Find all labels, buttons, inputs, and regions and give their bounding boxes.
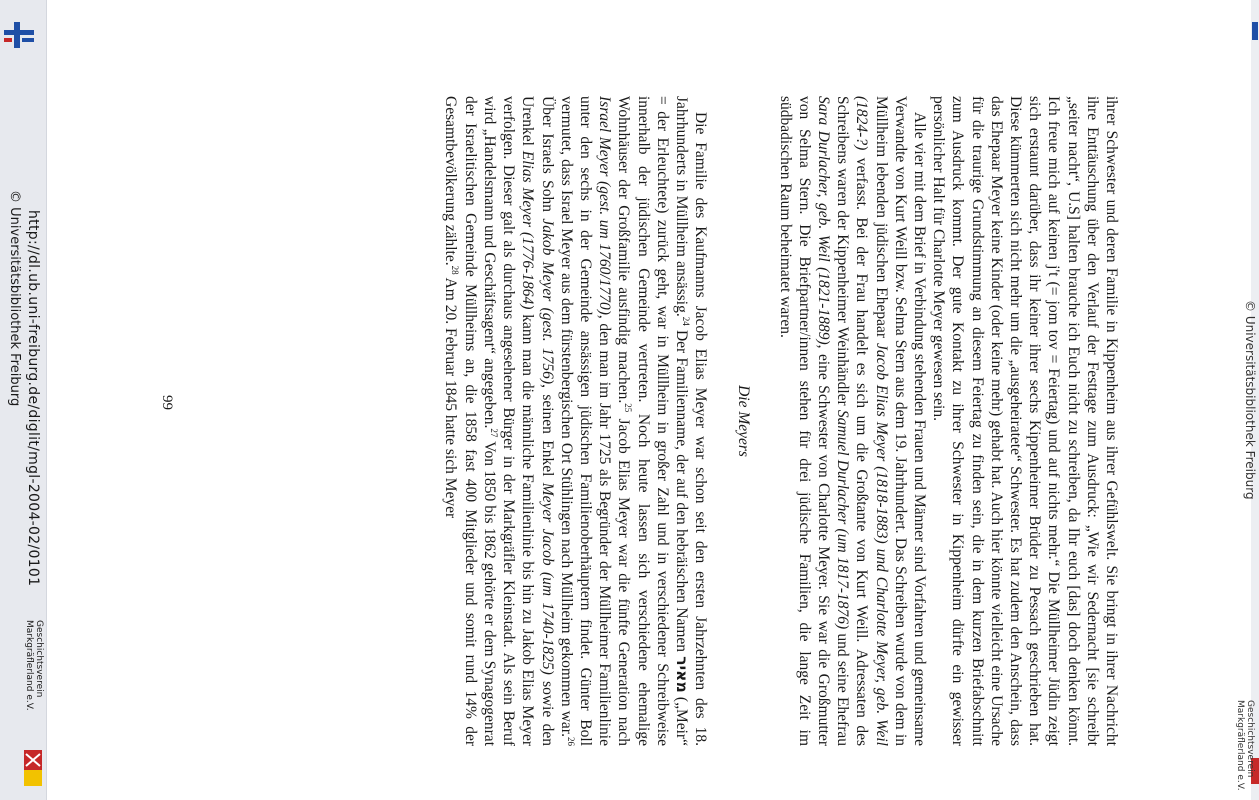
- paragraph-1: ihrer Schwester und deren Familie in Kippenheim aus ihrer Gefühlswelt. Sie bringt in ihrer Nachricht ihre Enttäuschung über den Verlauf der Festtage zum Ausdruck: „Wie wir Sedernacht [sie schreibt „seiter nacht“, U.S] halten brauche ich Euch nicht zu schreiben, da Ihr euch [das] doch denken könnt. Ich freue mich auf keinen j't (= jom tov = Feiertag) und auf nichts mehr.“ Die Müllheimer Jüdin zeigt sich erstaunt darüber, dass ihr keiner ihrer sechs Kippenheimer Brüder zu Pessach geschrieben hat. Diese kümmerten sich nicht mehr um die „ausgeheiratete“ Schwester. Es hat zudem den Anschein, dass das Ehepaar Meyer keine Kinder (oder keine mehr) gehabt hat. Auch hier könnte vielleicht eine Ursache für die traurige Grundstimmung an diesem Feiertag zu finden sein, die in dem kurzen Briefabschnitt zum Ausdruck kommt. Der gute Kontakt zu ihrer Schwester in Kippenheim dürfte ein gewisser persönlicher Halt für Charlotte Meyer gewesen sein.: [930, 96, 1120, 746]
- paragraph-3: Die Familie des Kaufmanns Jacob Elias Meyer war schon seit den ersten Jahrzehnten des 18. Jahrhunderts in Müllheim ansässig.$^{24}$ Der Familienname, der auf den hebräischen Namen מאיר („Meir“ = der Erleuchtete) zurück geht, war in Müllheim in großer Zahl und in verschiedener Schreibweise innerhalb der jüdischen Gemeinde vertreten. Noch heute lassen sich verschiedene ehemalige Wohnhäuser der Großfamilie ausfindig machen.$^{25}$ Jacob Elias Meyer war die fünfte Generation nach Israel Meyer (gest. um 1760/1770), den man im Jahr 1725 als Begründer der Müllheimer Familienlinie unter den sechs in der Gemeinde ansässigen jüdischen Familienoberhäuptern findet. Günter Boll vermutet, dass Israel Meyer aus dem fürstenbergischen Ort Stühlingen nach Müllheim gekommen war.$^{26}$ Über Israels Sohn Jakob Meyer (gest. 1756), seinen Enkel Meyer Jacob (um 1740-1825) sowie den Urenkel Elias Meyer (1776-1864) kann man die männliche Familienlinie bis hin zu Jakob Elias Meyer verfolgen. Dieser galt als durchaus angesehener Bürger in der Markgräfler Kleinstadt. Als sein Beruf wird „Handelsmann und Geschäftsagent“ angegeben.$^{27}$ Von 1850 bis 1862 gehörte er dem Synagogenrat der Israelitischen Gemeinde Müllheims an, die 1858 fast 400 Mitglieder und somit rund 14% der Gesamtbevölkerung zählte.$^{28}$ Am 20. Februar 1845 hatte sich Meyer: [442, 96, 710, 746]
- footer-copyright: © Universitätsbibliothek Freiburg: [7, 190, 22, 407]
- footnote-ref: 27: [489, 428, 500, 438]
- paragraph-2: Alle vier mit dem Brief in Verbindung stehenden Frauen und Männer sind Vorfahren und gemeinsame Verwandte von Kurt Weill bzw. Selma Stern aus dem 19. Jahrhundert. Das Schreiben wurde von dem in Müllheim lebenden jüdischen Ehepaar Jacob Elias Meyer (1818-1883) und Charlotte Meyer, geb. Weil (1824-?) verfasst. Bei der Frau handelt es sich um die Großtante von Kurt Weill. Adressaten des Schreibens waren der Kippenheimer Weinhändler Samuel Durlacher (um 1817-1876) und seine Ehefrau Sara Durlacher, geb. Weil (1821-1889), eine Schwester von Charlotte Meyer. Sie war die Großmutter von Selma Stern. Die Briefpartner/innen stehen für drei jüdische Familien, die lange Zeit im südbadischen Raum beheimatet waren.: [776, 96, 928, 747]
- edge-marker-icon: [1251, 20, 1259, 42]
- footnote-ref: 25: [623, 403, 634, 413]
- society-crest-icon: [22, 748, 44, 788]
- footer-organization: Geschichtsverein Markgräflerland e.V.: [24, 620, 44, 711]
- rotated-document-page: [7, 0, 1257, 800]
- permalink-url[interactable]: http://dl.ub.uni-freiburg.de/diglit/mgl-2004-02/0101: [25, 210, 41, 587]
- header-organization: Geschichtsverein Markgräflerland e.V.: [1235, 700, 1255, 791]
- footnote-ref: 24: [681, 316, 692, 326]
- footnote-ref: 28: [450, 265, 461, 275]
- section-title: Die Meyers: [735, 385, 753, 457]
- hebrew-name: מאיר: [672, 656, 691, 693]
- library-logo-icon[interactable]: [2, 18, 36, 52]
- page-body: [441, 96, 1121, 746]
- page-number: 99: [159, 395, 175, 410]
- footnote-ref: 26: [565, 737, 576, 746]
- header-copyright: © Universitätsbibliothek Freiburg: [1243, 300, 1257, 500]
